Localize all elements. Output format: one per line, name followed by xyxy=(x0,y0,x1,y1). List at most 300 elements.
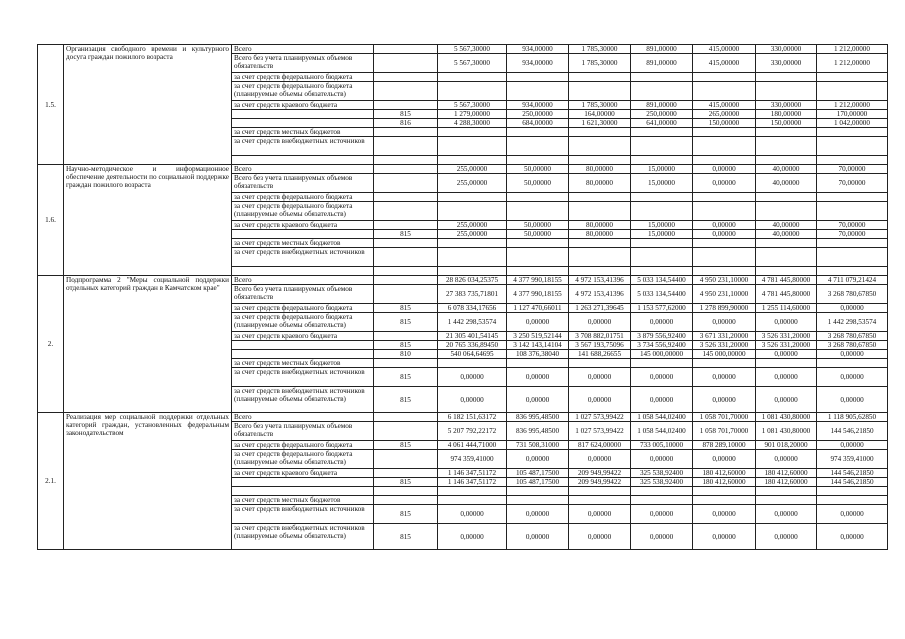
total-amount-cell: 4 288,30000 xyxy=(438,119,507,128)
budget-code-cell: 815 xyxy=(374,304,438,313)
funding-source-cell: Всего xyxy=(232,45,374,54)
budget-code-cell: 815 xyxy=(374,478,438,487)
total-amount-cell: 5 207 792,22172 xyxy=(438,422,507,441)
funding-source-cell: Всего без учета планируемых объемов обязательств xyxy=(232,174,374,193)
year-amount-cell: 1 058 544,02400 xyxy=(631,413,693,422)
year-amount-cell xyxy=(693,359,756,368)
year-amount-cell: 3 268 780,67850 xyxy=(817,332,888,341)
year-amount-cell: 0,00000 xyxy=(693,221,756,230)
item-number-cell: 1.6. xyxy=(38,165,64,276)
year-amount-cell: 3 879 556,92400 xyxy=(631,332,693,341)
year-amount-cell: 891,00000 xyxy=(631,45,693,54)
year-amount-cell xyxy=(693,239,756,248)
total-amount-cell: 5 567,30000 xyxy=(438,101,507,110)
year-amount-cell: 0,00000 xyxy=(817,387,888,413)
year-amount-cell: 0,00000 xyxy=(569,524,631,550)
budget-code-cell xyxy=(374,101,438,110)
year-amount-cell: 3 526 331,20000 xyxy=(756,341,817,350)
year-amount-cell xyxy=(631,359,693,368)
year-amount-cell: 0,00000 xyxy=(693,174,756,193)
year-amount-cell xyxy=(569,496,631,505)
year-amount-cell: 330,00000 xyxy=(756,45,817,54)
year-amount-cell: 836 995,48500 xyxy=(507,422,569,441)
year-amount-cell: 0,00000 xyxy=(693,505,756,524)
year-amount-cell: 4 950 231,10000 xyxy=(693,285,756,304)
budget-code-cell xyxy=(374,450,438,469)
funding-source-cell: за счет средств местных бюджетов xyxy=(232,496,374,505)
budget-code-cell xyxy=(374,202,438,221)
year-amount-cell: 0,00000 xyxy=(569,313,631,332)
year-amount-cell: 1 263 271,39645 xyxy=(569,304,631,313)
year-amount-cell: 1 212,00000 xyxy=(817,101,888,110)
year-amount-cell: 40,00000 xyxy=(756,174,817,193)
year-amount-cell: 0,00000 xyxy=(631,524,693,550)
year-amount-cell: 180,00000 xyxy=(756,110,817,119)
year-amount-cell xyxy=(631,82,693,101)
year-amount-cell: 0,00000 xyxy=(507,505,569,524)
funding-source-cell: Всего xyxy=(232,276,374,285)
year-amount-cell xyxy=(756,128,817,137)
year-amount-cell xyxy=(817,73,888,82)
year-amount-cell: 0,00000 xyxy=(817,505,888,524)
year-amount-cell: 0,00000 xyxy=(817,304,888,313)
funding-source-cell xyxy=(232,478,374,487)
year-amount-cell: 0,00000 xyxy=(631,387,693,413)
year-amount-cell: 836 995,48500 xyxy=(507,413,569,422)
year-amount-cell: 0,00000 xyxy=(507,524,569,550)
year-amount-cell: 891,00000 xyxy=(631,54,693,73)
year-amount-cell xyxy=(569,193,631,202)
budget-code-cell: 815 xyxy=(374,110,438,119)
year-amount-cell: 0,00000 xyxy=(756,505,817,524)
total-amount-cell: 1 442 298,53574 xyxy=(438,313,507,332)
year-amount-cell: 15,00000 xyxy=(631,230,693,239)
year-amount-cell: 40,00000 xyxy=(756,165,817,174)
total-amount-cell: 4 061 444,71000 xyxy=(438,441,507,450)
total-amount-cell xyxy=(438,156,507,165)
year-amount-cell: 3 526 331,20000 xyxy=(693,341,756,350)
year-amount-cell xyxy=(507,73,569,82)
year-amount-cell: 0,00000 xyxy=(693,230,756,239)
year-amount-cell xyxy=(507,128,569,137)
funding-source-cell: за счет средств краевого бюджета xyxy=(232,469,374,478)
funding-table xyxy=(37,44,888,550)
total-amount-cell: 255,00000 xyxy=(438,230,507,239)
table-row xyxy=(38,45,888,54)
budget-code-cell xyxy=(374,413,438,422)
total-amount-cell xyxy=(438,359,507,368)
year-amount-cell xyxy=(569,248,631,267)
year-amount-cell: 144 546,21850 xyxy=(817,478,888,487)
budget-code-cell: 815 xyxy=(374,313,438,332)
year-amount-cell: 70,00000 xyxy=(817,230,888,239)
year-amount-cell: 415,00000 xyxy=(693,45,756,54)
year-amount-cell: 0,00000 xyxy=(693,524,756,550)
year-amount-cell: 1 785,30000 xyxy=(569,45,631,54)
year-amount-cell: 4 950 231,10000 xyxy=(693,276,756,285)
year-amount-cell xyxy=(507,202,569,221)
year-amount-cell: 3 268 780,67850 xyxy=(817,341,888,350)
year-amount-cell xyxy=(631,239,693,248)
budget-code-cell xyxy=(374,239,438,248)
year-amount-cell: 3 671 331,20000 xyxy=(693,332,756,341)
budget-code-cell xyxy=(374,54,438,73)
total-amount-cell: 1 146 347,51172 xyxy=(438,478,507,487)
year-amount-cell xyxy=(693,193,756,202)
year-amount-cell xyxy=(693,82,756,101)
year-amount-cell: 50,00000 xyxy=(507,174,569,193)
year-amount-cell xyxy=(693,202,756,221)
total-amount-cell: 6 182 151,63172 xyxy=(438,413,507,422)
funding-source-cell xyxy=(232,156,374,165)
budget-code-cell xyxy=(374,156,438,165)
year-amount-cell xyxy=(817,128,888,137)
measure-name-cell: Подпрограмма 2 "Меры социальной поддержки отдельных категорий граждан в Камчатском крае" xyxy=(64,276,232,413)
funding-source-cell: за счет средств внебюджетных источников (планируемые объемы обязательств) xyxy=(232,387,374,413)
funding-source-cell: за счет средств краевого бюджета xyxy=(232,332,374,341)
measure-name-cell: Научно-методическое и информационное обеспечение деятельности по социальной поддержке граждан пожилого возраста xyxy=(64,165,232,276)
year-amount-cell xyxy=(817,82,888,101)
year-amount-cell xyxy=(507,267,569,276)
year-amount-cell: 40,00000 xyxy=(756,221,817,230)
year-amount-cell: 1 278 899,90000 xyxy=(693,304,756,313)
year-amount-cell xyxy=(569,82,631,101)
year-amount-cell: 1 212,00000 xyxy=(817,45,888,54)
year-amount-cell: 0,00000 xyxy=(817,350,888,359)
year-amount-cell: 1 127 470,66011 xyxy=(507,304,569,313)
year-amount-cell: 1 621,30000 xyxy=(569,119,631,128)
budget-code-cell xyxy=(374,128,438,137)
budget-code-cell: 815 xyxy=(374,368,438,387)
total-amount-cell: 6 078 334,17656 xyxy=(438,304,507,313)
year-amount-cell xyxy=(507,496,569,505)
budget-code-cell xyxy=(374,221,438,230)
budget-code-cell xyxy=(374,248,438,267)
total-amount-cell: 255,00000 xyxy=(438,174,507,193)
funding-source-cell: за счет средств федерального бюджета (планируемые объемы обязательств) xyxy=(232,450,374,469)
year-amount-cell: 3 708 882,01751 xyxy=(569,332,631,341)
funding-source-cell: за счет средств федерального бюджета (планируемые объемы обязательств) xyxy=(232,82,374,101)
total-amount-cell xyxy=(438,82,507,101)
total-amount-cell xyxy=(438,487,507,496)
total-amount-cell xyxy=(438,239,507,248)
year-amount-cell xyxy=(756,487,817,496)
funding-source-cell: за счет средств федерального бюджета xyxy=(232,73,374,82)
year-amount-cell: 891,00000 xyxy=(631,101,693,110)
year-amount-cell: 641,00000 xyxy=(631,119,693,128)
total-amount-cell xyxy=(438,496,507,505)
year-amount-cell: 0,00000 xyxy=(756,387,817,413)
year-amount-cell: 0,00000 xyxy=(507,387,569,413)
year-amount-cell xyxy=(507,156,569,165)
year-amount-cell: 4 377 990,18155 xyxy=(507,285,569,304)
funding-source-cell xyxy=(232,119,374,128)
year-amount-cell xyxy=(817,267,888,276)
year-amount-cell: 4 781 445,80000 xyxy=(756,285,817,304)
year-amount-cell: 1 255 114,60000 xyxy=(756,304,817,313)
budget-code-cell: 815 xyxy=(374,230,438,239)
budget-code-cell: 815 xyxy=(374,524,438,550)
budget-code-cell xyxy=(374,174,438,193)
year-amount-cell: 164,00000 xyxy=(569,110,631,119)
year-amount-cell: 209 949,99422 xyxy=(569,478,631,487)
budget-code-cell xyxy=(374,165,438,174)
total-amount-cell xyxy=(438,193,507,202)
year-amount-cell: 4 781 445,80000 xyxy=(756,276,817,285)
year-amount-cell xyxy=(631,128,693,137)
funding-source-cell: за счет средств местных бюджетов xyxy=(232,359,374,368)
total-amount-cell: 27 383 735,71801 xyxy=(438,285,507,304)
year-amount-cell: 0,00000 xyxy=(507,450,569,469)
funding-source-cell xyxy=(232,267,374,276)
year-amount-cell xyxy=(817,248,888,267)
year-amount-cell xyxy=(507,359,569,368)
year-amount-cell: 0,00000 xyxy=(756,368,817,387)
year-amount-cell xyxy=(631,73,693,82)
year-amount-cell: 0,00000 xyxy=(631,505,693,524)
year-amount-cell: 0,00000 xyxy=(693,368,756,387)
year-amount-cell xyxy=(569,267,631,276)
year-amount-cell: 1 442 298,53574 xyxy=(817,313,888,332)
total-amount-cell: 28 826 034,25375 xyxy=(438,276,507,285)
year-amount-cell: 0,00000 xyxy=(756,524,817,550)
year-amount-cell xyxy=(569,73,631,82)
year-amount-cell: 50,00000 xyxy=(507,221,569,230)
total-amount-cell: 540 064,64695 xyxy=(438,350,507,359)
budget-code-cell xyxy=(374,469,438,478)
table-row xyxy=(38,165,888,174)
year-amount-cell: 50,00000 xyxy=(507,165,569,174)
year-amount-cell xyxy=(693,248,756,267)
year-amount-cell xyxy=(631,137,693,156)
year-amount-cell: 934,00000 xyxy=(507,54,569,73)
funding-source-cell: за счет средств внебюджетных источников xyxy=(232,248,374,267)
funding-source-cell: Всего xyxy=(232,165,374,174)
year-amount-cell xyxy=(756,496,817,505)
total-amount-cell: 5 567,30000 xyxy=(438,54,507,73)
year-amount-cell xyxy=(693,496,756,505)
budget-code-cell: 810 xyxy=(374,350,438,359)
year-amount-cell xyxy=(756,202,817,221)
total-amount-cell xyxy=(438,267,507,276)
budget-code-cell xyxy=(374,267,438,276)
year-amount-cell: 330,00000 xyxy=(756,54,817,73)
total-amount-cell: 255,00000 xyxy=(438,165,507,174)
year-amount-cell xyxy=(507,248,569,267)
program-funding-table-page xyxy=(37,44,877,550)
funding-source-cell: за счет средств местных бюджетов xyxy=(232,239,374,248)
year-amount-cell: 180 412,60000 xyxy=(693,469,756,478)
year-amount-cell: 1 081 430,80000 xyxy=(756,422,817,441)
year-amount-cell xyxy=(756,239,817,248)
year-amount-cell xyxy=(507,82,569,101)
funding-source-cell: за счет средств местных бюджетов xyxy=(232,128,374,137)
year-amount-cell: 1 785,30000 xyxy=(569,54,631,73)
year-amount-cell xyxy=(693,487,756,496)
year-amount-cell: 733 005,10000 xyxy=(631,441,693,450)
year-amount-cell: 80,00000 xyxy=(569,174,631,193)
total-amount-cell: 974 359,41000 xyxy=(438,450,507,469)
year-amount-cell: 1 058 701,70000 xyxy=(693,413,756,422)
budget-code-cell xyxy=(374,496,438,505)
year-amount-cell: 0,00000 xyxy=(631,313,693,332)
year-amount-cell: 145 000,00000 xyxy=(693,350,756,359)
year-amount-cell: 150,00000 xyxy=(756,119,817,128)
year-amount-cell: 144 546,21850 xyxy=(817,469,888,478)
year-amount-cell xyxy=(817,359,888,368)
year-amount-cell xyxy=(756,73,817,82)
funding-source-cell xyxy=(232,230,374,239)
year-amount-cell: 180 412,60000 xyxy=(756,478,817,487)
year-amount-cell: 209 949,99422 xyxy=(569,469,631,478)
year-amount-cell xyxy=(631,267,693,276)
year-amount-cell: 3 142 143,14104 xyxy=(507,341,569,350)
year-amount-cell: 0,00000 xyxy=(631,368,693,387)
total-amount-cell: 21 305 401,54145 xyxy=(438,332,507,341)
budget-code-cell xyxy=(374,45,438,54)
year-amount-cell xyxy=(569,128,631,137)
year-amount-cell xyxy=(756,248,817,267)
year-amount-cell: 1 785,30000 xyxy=(569,101,631,110)
budget-code-cell xyxy=(374,82,438,101)
year-amount-cell xyxy=(756,267,817,276)
year-amount-cell: 3 734 556,92400 xyxy=(631,341,693,350)
year-amount-cell: 145 000,00000 xyxy=(631,350,693,359)
year-amount-cell xyxy=(507,137,569,156)
year-amount-cell: 0,00000 xyxy=(756,313,817,332)
year-amount-cell: 3 250 519,52144 xyxy=(507,332,569,341)
year-amount-cell: 108 376,38040 xyxy=(507,350,569,359)
year-amount-cell xyxy=(817,487,888,496)
year-amount-cell: 934,00000 xyxy=(507,45,569,54)
year-amount-cell: 731 508,31000 xyxy=(507,441,569,450)
year-amount-cell xyxy=(631,156,693,165)
year-amount-cell: 70,00000 xyxy=(817,221,888,230)
year-amount-cell: 15,00000 xyxy=(631,165,693,174)
year-amount-cell: 80,00000 xyxy=(569,165,631,174)
year-amount-cell: 80,00000 xyxy=(569,221,631,230)
total-amount-cell: 20 765 336,89450 xyxy=(438,341,507,350)
year-amount-cell xyxy=(507,239,569,248)
year-amount-cell xyxy=(817,496,888,505)
year-amount-cell: 3 526 331,20000 xyxy=(756,332,817,341)
year-amount-cell: 817 624,00000 xyxy=(569,441,631,450)
year-amount-cell: 0,00000 xyxy=(507,368,569,387)
year-amount-cell xyxy=(569,137,631,156)
year-amount-cell: 4 972 153,41396 xyxy=(569,276,631,285)
year-amount-cell: 684,00000 xyxy=(507,119,569,128)
funding-source-cell xyxy=(232,350,374,359)
year-amount-cell: 0,00000 xyxy=(693,165,756,174)
year-amount-cell xyxy=(756,82,817,101)
year-amount-cell: 0,00000 xyxy=(569,450,631,469)
budget-code-cell xyxy=(374,487,438,496)
year-amount-cell: 1 153 577,62000 xyxy=(631,304,693,313)
year-amount-cell: 0,00000 xyxy=(507,313,569,332)
year-amount-cell: 0,00000 xyxy=(693,313,756,332)
year-amount-cell: 180 412,60000 xyxy=(756,469,817,478)
funding-source-cell: за счет средств краевого бюджета xyxy=(232,101,374,110)
year-amount-cell: 934,00000 xyxy=(507,101,569,110)
year-amount-cell xyxy=(756,156,817,165)
year-amount-cell: 105 487,17500 xyxy=(507,478,569,487)
year-amount-cell: 15,00000 xyxy=(631,221,693,230)
budget-code-cell xyxy=(374,137,438,156)
year-amount-cell: 0,00000 xyxy=(569,368,631,387)
budget-code-cell xyxy=(374,73,438,82)
year-amount-cell: 0,00000 xyxy=(756,350,817,359)
year-amount-cell: 3 268 780,67850 xyxy=(817,285,888,304)
year-amount-cell xyxy=(756,359,817,368)
funding-source-cell xyxy=(232,487,374,496)
budget-code-cell xyxy=(374,193,438,202)
funding-source-cell: за счет средств федерального бюджета xyxy=(232,193,374,202)
funding-source-cell xyxy=(232,110,374,119)
year-amount-cell: 901 018,20000 xyxy=(756,441,817,450)
year-amount-cell: 5 033 134,54400 xyxy=(631,285,693,304)
funding-source-cell: Всего без учета планируемых объемов обязательств xyxy=(232,54,374,73)
year-amount-cell: 180 412,60000 xyxy=(693,478,756,487)
year-amount-cell xyxy=(569,487,631,496)
budget-code-cell: 815 xyxy=(374,441,438,450)
year-amount-cell: 0,00000 xyxy=(817,441,888,450)
year-amount-cell xyxy=(569,156,631,165)
year-amount-cell: 878 289,10000 xyxy=(693,441,756,450)
year-amount-cell xyxy=(631,202,693,221)
year-amount-cell xyxy=(756,193,817,202)
total-amount-cell: 0,00000 xyxy=(438,505,507,524)
funding-source-cell: Всего без учета планируемых объемов обязательств xyxy=(232,422,374,441)
table-row xyxy=(38,413,888,422)
year-amount-cell xyxy=(817,193,888,202)
year-amount-cell xyxy=(631,487,693,496)
year-amount-cell xyxy=(756,137,817,156)
year-amount-cell: 70,00000 xyxy=(817,165,888,174)
year-amount-cell xyxy=(507,487,569,496)
year-amount-cell: 70,00000 xyxy=(817,174,888,193)
year-amount-cell: 0,00000 xyxy=(693,387,756,413)
measure-name-cell: Организация свободного времени и культурного досуга граждан пожилого возраста xyxy=(64,45,232,165)
budget-code-cell xyxy=(374,332,438,341)
year-amount-cell: 144 546,21850 xyxy=(817,422,888,441)
year-amount-cell: 250,00000 xyxy=(507,110,569,119)
year-amount-cell: 325 538,92400 xyxy=(631,478,693,487)
budget-code-cell: 815 xyxy=(374,387,438,413)
year-amount-cell: 1 027 573,99422 xyxy=(569,413,631,422)
funding-source-cell: за счет средств внебюджетных источников xyxy=(232,505,374,524)
funding-source-cell: за счет средств краевого бюджета xyxy=(232,221,374,230)
funding-source-cell: за счет средств федерального бюджета xyxy=(232,441,374,450)
year-amount-cell xyxy=(817,202,888,221)
measure-name-cell: Реализация мер социальной поддержки отдельных категорий граждан, установленных федеральным законодательством xyxy=(64,413,232,550)
total-amount-cell: 0,00000 xyxy=(438,387,507,413)
total-amount-cell: 0,00000 xyxy=(438,524,507,550)
year-amount-cell: 3 567 193,75096 xyxy=(569,341,631,350)
year-amount-cell xyxy=(631,193,693,202)
total-amount-cell: 1 279,00000 xyxy=(438,110,507,119)
year-amount-cell xyxy=(631,496,693,505)
year-amount-cell: 105 487,17500 xyxy=(507,469,569,478)
year-amount-cell: 1 042,00000 xyxy=(817,119,888,128)
year-amount-cell xyxy=(693,128,756,137)
year-amount-cell: 15,00000 xyxy=(631,174,693,193)
year-amount-cell xyxy=(693,156,756,165)
year-amount-cell xyxy=(693,137,756,156)
funding-source-cell: за счет средств внебюджетных источников (планируемые объемы обязательств) xyxy=(232,524,374,550)
year-amount-cell: 50,00000 xyxy=(507,230,569,239)
budget-code-cell: 815 xyxy=(374,505,438,524)
total-amount-cell: 0,00000 xyxy=(438,368,507,387)
